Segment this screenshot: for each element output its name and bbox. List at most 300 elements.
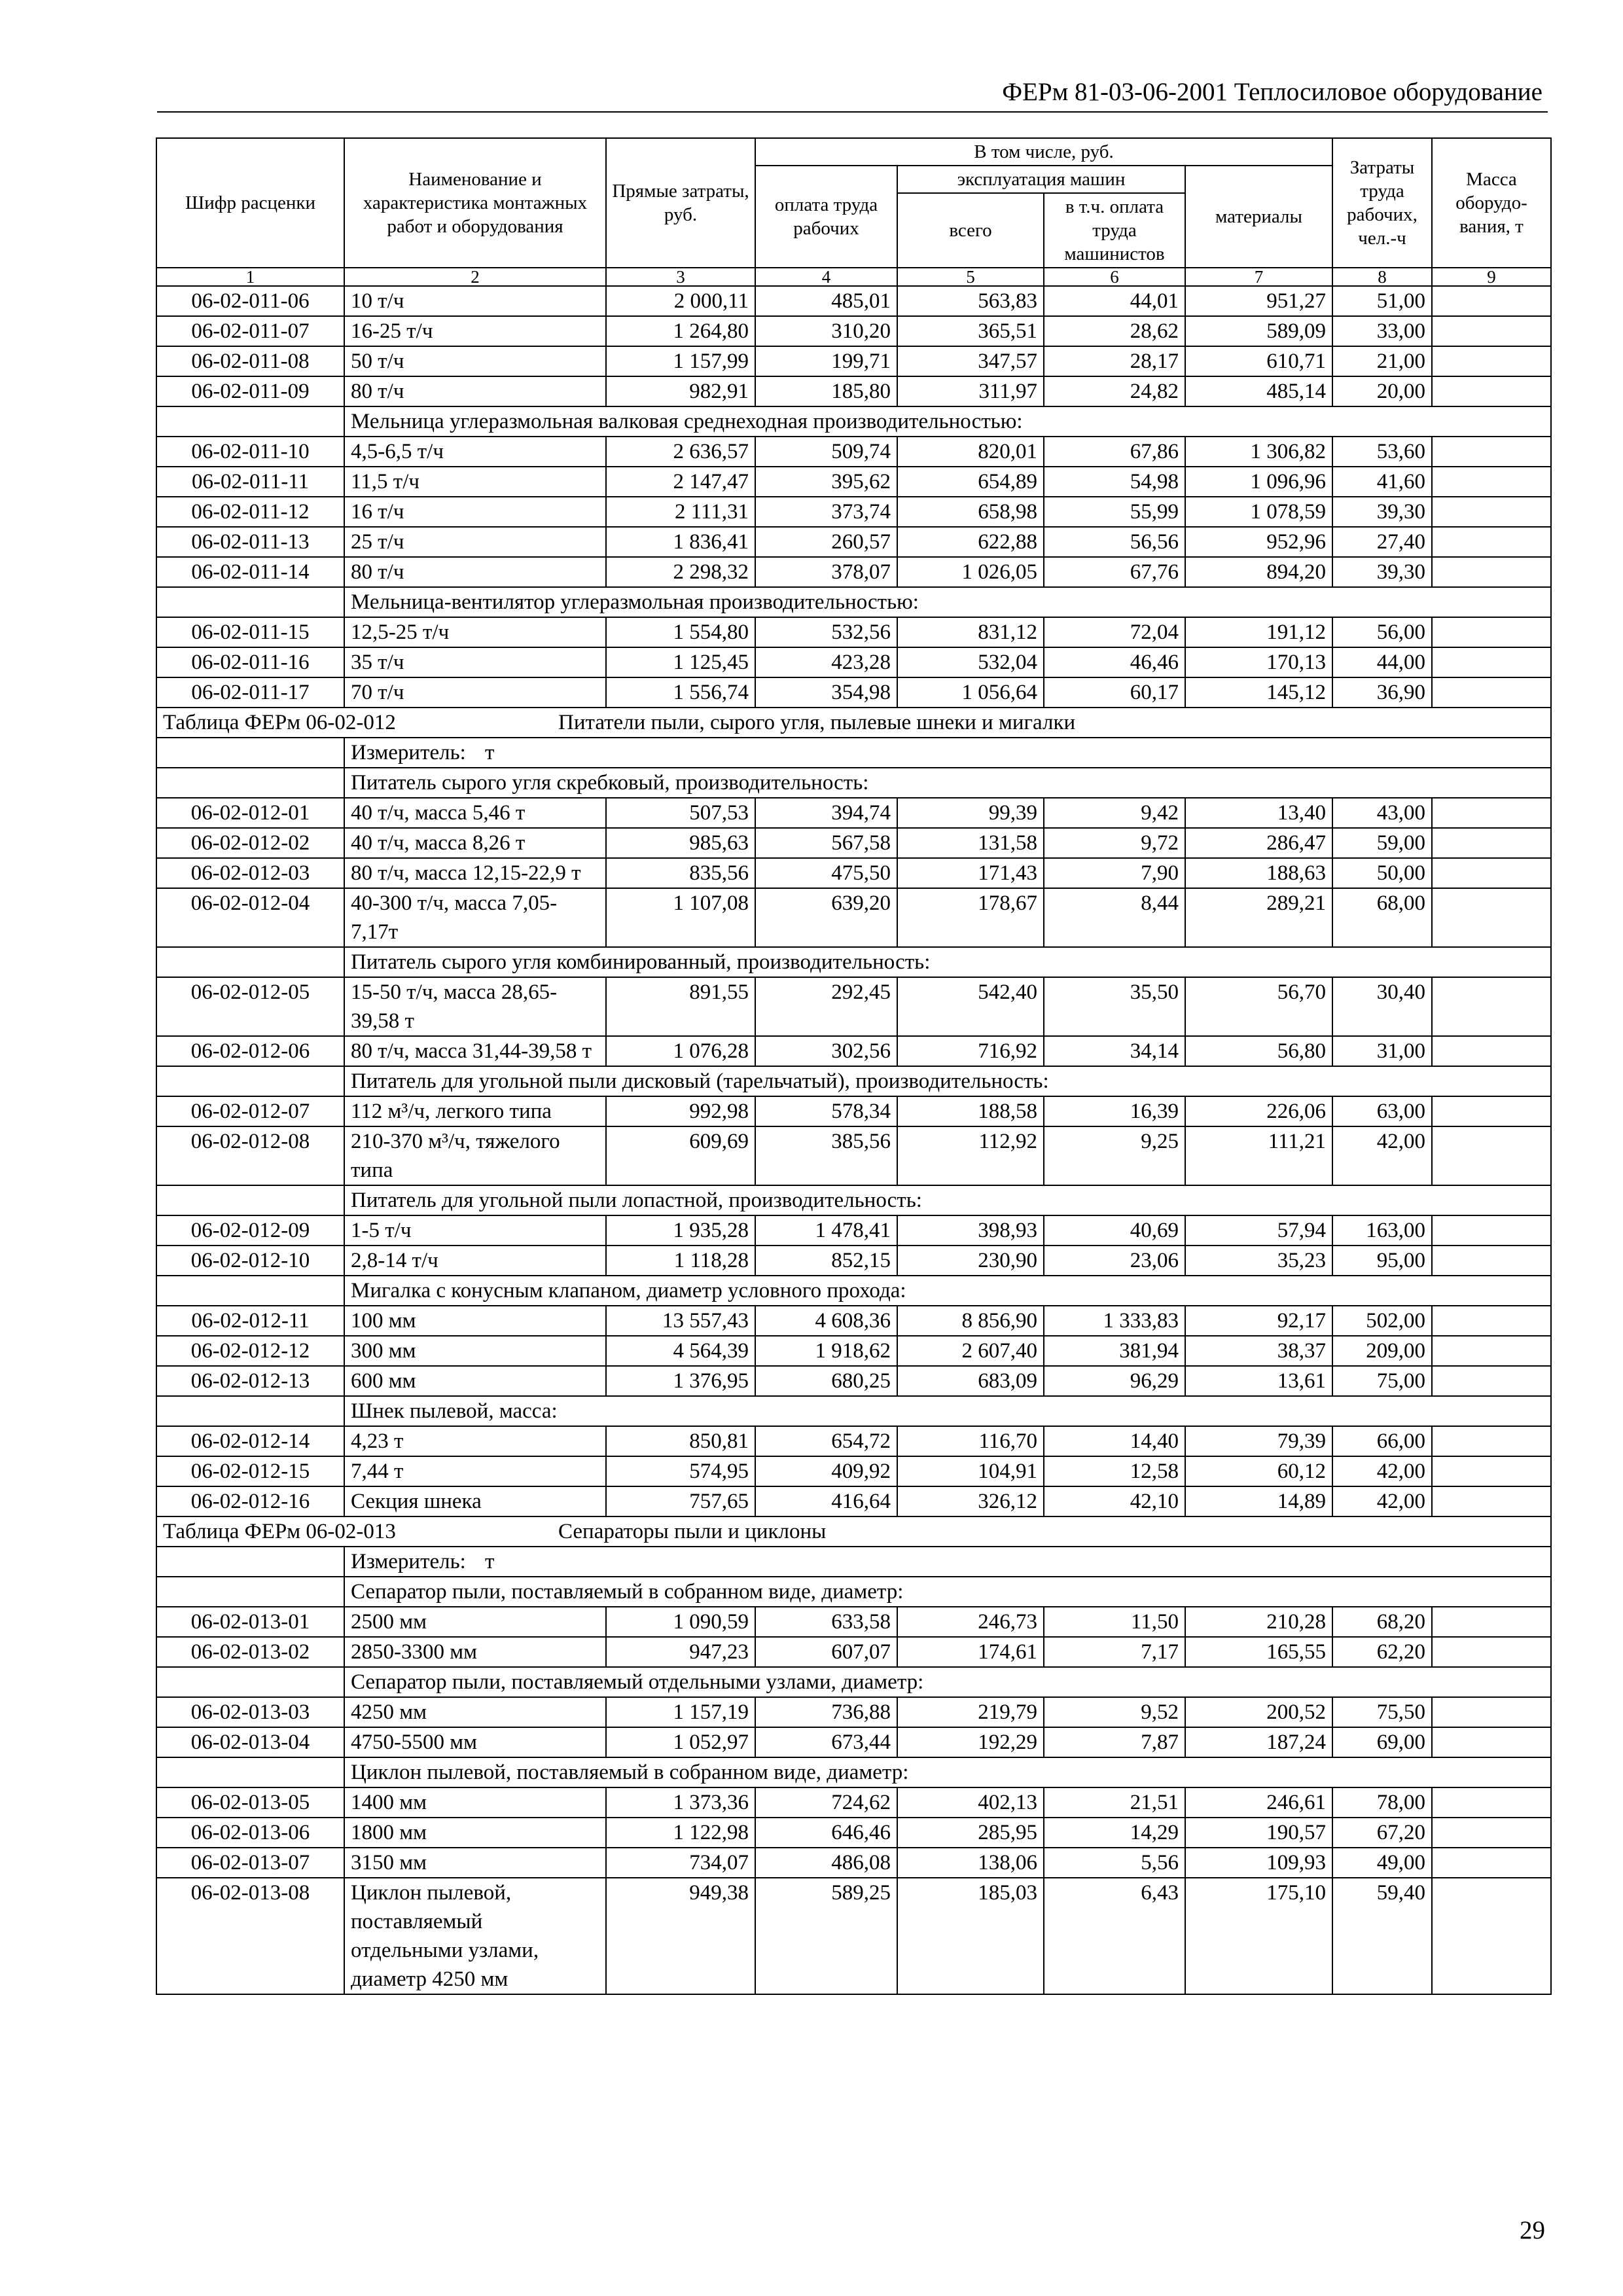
table-row: [156, 977, 1551, 1036]
workers-pay: 423,28: [755, 647, 897, 677]
direct-costs: 947,23: [606, 1637, 755, 1667]
group-heading: Сепаратор пыли, поставляемый в собранном виде, диаметр:: [344, 1577, 1551, 1607]
machinists-pay: 14,40: [1044, 1426, 1185, 1456]
labor-costs: 75,00: [1332, 1366, 1432, 1396]
col-header-direct-costs: Прямые затраты, руб.: [606, 138, 755, 268]
table-row: [156, 858, 1551, 888]
workers-pay: 310,20: [755, 316, 897, 346]
col-header-code: Шифр расценки: [156, 138, 344, 268]
labor-costs: 53,60: [1332, 437, 1432, 467]
labor-costs: 75,50: [1332, 1697, 1432, 1727]
rate-code: 06-02-012-05: [156, 977, 344, 1036]
workers-pay: 578,34: [755, 1096, 897, 1126]
machines-total: 831,12: [897, 617, 1044, 647]
equipment-mass: [1432, 1787, 1551, 1818]
workers-pay: 654,72: [755, 1426, 897, 1456]
rate-code: 06-02-011-16: [156, 647, 344, 677]
machines-total: 131,58: [897, 828, 1044, 858]
materials: 1 306,82: [1185, 437, 1332, 467]
machines-total: 8 856,90: [897, 1306, 1044, 1336]
direct-costs: 982,91: [606, 376, 755, 406]
equipment-mass: [1432, 1215, 1551, 1246]
rate-code: 06-02-011-13: [156, 527, 344, 557]
page-number: 29: [1520, 2216, 1545, 2244]
equipment-mass: [1432, 1306, 1551, 1336]
direct-costs: 1 118,28: [606, 1246, 755, 1276]
materials: 57,94: [1185, 1215, 1332, 1246]
work-name: 3150 мм: [344, 1848, 606, 1878]
rate-code: 06-02-013-01: [156, 1607, 344, 1637]
labor-costs: 59,00: [1332, 828, 1432, 858]
equipment-mass: [1432, 1336, 1551, 1366]
direct-costs: 1 556,74: [606, 677, 755, 708]
direct-costs: 1 935,28: [606, 1215, 755, 1246]
group-heading: Питатель для угольной пыли лопастной, производительность:: [344, 1185, 1551, 1215]
direct-costs: 1 076,28: [606, 1036, 755, 1066]
work-name: 300 мм: [344, 1336, 606, 1366]
equipment-mass: [1432, 437, 1551, 467]
table-row: [156, 1818, 1551, 1848]
group-spacer: [156, 1185, 344, 1215]
group-heading: Мельница углеразмольная валковая среднеходная производительностью:: [344, 406, 1551, 437]
work-name: 4,23 т: [344, 1426, 606, 1456]
table-row: [156, 1036, 1551, 1066]
work-name: 600 мм: [344, 1366, 606, 1396]
labor-costs: 44,00: [1332, 647, 1432, 677]
rate-code: 06-02-013-08: [156, 1878, 344, 1994]
workers-pay: 567,58: [755, 828, 897, 858]
table-row: [156, 798, 1551, 828]
group-spacer: [156, 1396, 344, 1426]
machinists-pay: 96,29: [1044, 1366, 1185, 1396]
work-name: 100 мм: [344, 1306, 606, 1336]
table-row: [156, 467, 1551, 497]
rate-code: 06-02-011-15: [156, 617, 344, 647]
table-row: [156, 1126, 1551, 1185]
col-header-materials: материалы: [1185, 166, 1332, 268]
workers-pay: 260,57: [755, 527, 897, 557]
work-name: 16 т/ч: [344, 497, 606, 527]
table-row: [156, 1215, 1551, 1246]
machinists-pay: 67,76: [1044, 557, 1185, 587]
equipment-mass: [1432, 1486, 1551, 1516]
equipment-mass: [1432, 286, 1551, 316]
direct-costs: 1 122,98: [606, 1818, 755, 1848]
group-row: [156, 1396, 1551, 1426]
group-spacer: [156, 947, 344, 977]
measure-unit: [344, 1547, 1551, 1577]
workers-pay: 475,50: [755, 858, 897, 888]
group-heading: Циклон пылевой, поставляемый в собранном виде, диаметр:: [344, 1757, 1551, 1787]
workers-pay: 509,74: [755, 437, 897, 467]
materials: 191,12: [1185, 617, 1332, 647]
materials: 14,89: [1185, 1486, 1332, 1516]
machines-total: 658,98: [897, 497, 1044, 527]
materials: 13,61: [1185, 1366, 1332, 1396]
work-name: 12,5-25 т/ч: [344, 617, 606, 647]
table-row: [156, 828, 1551, 858]
work-name: 11,5 т/ч: [344, 467, 606, 497]
rate-code: 06-02-011-06: [156, 286, 344, 316]
workers-pay: 852,15: [755, 1246, 897, 1276]
table-row: [156, 677, 1551, 708]
machines-total: 116,70: [897, 1426, 1044, 1456]
labor-costs: 67,20: [1332, 1818, 1432, 1848]
machines-total: 683,09: [897, 1366, 1044, 1396]
machines-total: 230,90: [897, 1246, 1044, 1276]
document-title: ФЕРм 81-03-06-2001 Теплосиловое оборудование: [1002, 78, 1543, 106]
labor-costs: 42,00: [1332, 1456, 1432, 1486]
table-row: [156, 1787, 1551, 1818]
rate-code: 06-02-012-02: [156, 828, 344, 858]
price-table-container: [156, 137, 1550, 1995]
labor-costs: 21,00: [1332, 346, 1432, 376]
table-row: [156, 527, 1551, 557]
equipment-mass: [1432, 888, 1551, 947]
work-name: 2500 мм: [344, 1607, 606, 1637]
equipment-mass: [1432, 1096, 1551, 1126]
rate-code: 06-02-013-05: [156, 1787, 344, 1818]
equipment-mass: [1432, 1246, 1551, 1276]
table-row: [156, 1456, 1551, 1486]
equipment-mass: [1432, 376, 1551, 406]
workers-pay: 724,62: [755, 1787, 897, 1818]
column-number: 1: [156, 268, 344, 286]
work-name: 1400 мм: [344, 1787, 606, 1818]
materials: 200,52: [1185, 1697, 1332, 1727]
direct-costs: 1 052,97: [606, 1727, 755, 1757]
machines-total: 402,13: [897, 1787, 1044, 1818]
workers-pay: 409,92: [755, 1456, 897, 1486]
machines-total: 1 056,64: [897, 677, 1044, 708]
labor-costs: 68,00: [1332, 888, 1432, 947]
group-row: [156, 768, 1551, 798]
equipment-mass: [1432, 557, 1551, 587]
materials: 190,57: [1185, 1818, 1332, 1848]
work-name: 25 т/ч: [344, 527, 606, 557]
table-row: [156, 316, 1551, 346]
workers-pay: 378,07: [755, 557, 897, 587]
machinists-pay: 44,01: [1044, 286, 1185, 316]
equipment-mass: [1432, 1818, 1551, 1848]
rate-code: 06-02-011-08: [156, 346, 344, 376]
machines-total: 532,04: [897, 647, 1044, 677]
column-number: 4: [755, 268, 897, 286]
work-name: 80 т/ч, масса 31,44-39,58 т: [344, 1036, 606, 1066]
materials: 109,93: [1185, 1848, 1332, 1878]
workers-pay: 302,56: [755, 1036, 897, 1066]
group-row: [156, 1276, 1551, 1306]
machinists-pay: 9,72: [1044, 828, 1185, 858]
group-spacer: [156, 1667, 344, 1697]
group-row: [156, 1757, 1551, 1787]
machinists-pay: 14,29: [1044, 1818, 1185, 1848]
labor-costs: 36,90: [1332, 677, 1432, 708]
equipment-mass: [1432, 647, 1551, 677]
materials: 145,12: [1185, 677, 1332, 708]
labor-costs: 41,60: [1332, 467, 1432, 497]
machines-total: 311,97: [897, 376, 1044, 406]
direct-costs: 1 157,19: [606, 1697, 755, 1727]
labor-costs: 209,00: [1332, 1336, 1432, 1366]
table-heading: Сепараторы пыли и циклоны: [558, 1520, 827, 1543]
machines-total: 104,91: [897, 1456, 1044, 1486]
labor-costs: 69,00: [1332, 1727, 1432, 1757]
table-number: Таблица ФЕРм 06-02-012: [163, 711, 396, 734]
table-row: [156, 1607, 1551, 1637]
rate-code: 06-02-012-10: [156, 1246, 344, 1276]
group-spacer: [156, 587, 344, 617]
machinists-pay: 54,98: [1044, 467, 1185, 497]
rate-code: 06-02-012-08: [156, 1126, 344, 1185]
rate-code: 06-02-012-16: [156, 1486, 344, 1516]
labor-costs: 31,00: [1332, 1036, 1432, 1066]
labor-costs: 95,00: [1332, 1246, 1432, 1276]
workers-pay: 486,08: [755, 1848, 897, 1878]
machines-total: 178,67: [897, 888, 1044, 947]
work-name: Циклон пылевой, поставляемый отдельными узлами, диаметр 4250 мм: [344, 1878, 606, 1994]
work-name: Секция шнека: [344, 1486, 606, 1516]
machinists-pay: 34,14: [1044, 1036, 1185, 1066]
workers-pay: 736,88: [755, 1697, 897, 1727]
col-header-labor: Затраты труда рабочих, чел.-ч: [1332, 138, 1432, 268]
equipment-mass: [1432, 677, 1551, 708]
rate-code: 06-02-012-13: [156, 1366, 344, 1396]
work-name: 2850-3300 мм: [344, 1637, 606, 1667]
rate-code: 06-02-012-11: [156, 1306, 344, 1336]
measure-spacer: [156, 1547, 344, 1577]
labor-costs: 68,20: [1332, 1607, 1432, 1637]
equipment-mass: [1432, 1456, 1551, 1486]
group-row: [156, 406, 1551, 437]
machinists-pay: 6,43: [1044, 1878, 1185, 1994]
machinists-pay: 9,52: [1044, 1697, 1185, 1727]
direct-costs: 1 125,45: [606, 647, 755, 677]
materials: 286,47: [1185, 828, 1332, 858]
machines-total: 285,95: [897, 1818, 1044, 1848]
machinists-pay: 28,17: [1044, 346, 1185, 376]
direct-costs: 507,53: [606, 798, 755, 828]
col-header-machinists-pay: в т.ч. оплата труда машинистов: [1044, 193, 1185, 268]
materials: 38,37: [1185, 1336, 1332, 1366]
equipment-mass: [1432, 1036, 1551, 1066]
labor-costs: 42,00: [1332, 1126, 1432, 1185]
table-row: [156, 346, 1551, 376]
materials: 1 078,59: [1185, 497, 1332, 527]
materials: 589,09: [1185, 316, 1332, 346]
labor-costs: 49,00: [1332, 1848, 1432, 1878]
rate-code: 06-02-012-04: [156, 888, 344, 947]
direct-costs: 1 157,99: [606, 346, 755, 376]
table-row: [156, 497, 1551, 527]
workers-pay: 1 478,41: [755, 1215, 897, 1246]
machinists-pay: 16,39: [1044, 1096, 1185, 1126]
group-heading: Мельница-вентилятор углеразмольная производительностью:: [344, 587, 1551, 617]
rate-code: 06-02-011-14: [156, 557, 344, 587]
machines-total: 219,79: [897, 1697, 1044, 1727]
machinists-pay: 60,17: [1044, 677, 1185, 708]
materials: 188,63: [1185, 858, 1332, 888]
col-header-mass: Масса оборудо-вания, т: [1432, 138, 1551, 268]
direct-costs: 2 000,11: [606, 286, 755, 316]
rate-code: 06-02-012-14: [156, 1426, 344, 1456]
equipment-mass: [1432, 1607, 1551, 1637]
table-row: [156, 376, 1551, 406]
machines-total: 185,03: [897, 1878, 1044, 1994]
rate-code: 06-02-011-17: [156, 677, 344, 708]
rate-code: 06-02-012-09: [156, 1215, 344, 1246]
materials: 187,24: [1185, 1727, 1332, 1757]
direct-costs: 1 836,41: [606, 527, 755, 557]
col-header-incl: В том числе, руб.: [755, 138, 1332, 166]
column-number: 3: [606, 268, 755, 286]
work-name: 40 т/ч, масса 8,26 т: [344, 828, 606, 858]
rate-code: 06-02-011-10: [156, 437, 344, 467]
materials: 951,27: [1185, 286, 1332, 316]
measure-label: Измеритель:: [351, 741, 466, 764]
machines-total: 174,61: [897, 1637, 1044, 1667]
rate-code: 06-02-013-02: [156, 1637, 344, 1667]
column-number: 9: [1432, 268, 1551, 286]
rate-code: 06-02-012-12: [156, 1336, 344, 1366]
machinists-pay: 9,42: [1044, 798, 1185, 828]
machines-total: 112,92: [897, 1126, 1044, 1185]
work-name: 80 т/ч: [344, 376, 606, 406]
direct-costs: 949,38: [606, 1878, 755, 1994]
table-row: [156, 1336, 1551, 1366]
equipment-mass: [1432, 467, 1551, 497]
workers-pay: 633,58: [755, 1607, 897, 1637]
col-header-workers-pay: оплата труда рабочих: [755, 166, 897, 268]
machines-total: 820,01: [897, 437, 1044, 467]
table-row: [156, 1878, 1551, 1994]
machinists-pay: 7,17: [1044, 1637, 1185, 1667]
machines-total: 365,51: [897, 316, 1044, 346]
workers-pay: 1 918,62: [755, 1336, 897, 1366]
workers-pay: 292,45: [755, 977, 897, 1036]
machinists-pay: 7,87: [1044, 1727, 1185, 1757]
workers-pay: 373,74: [755, 497, 897, 527]
materials: 111,21: [1185, 1126, 1332, 1185]
machinists-pay: 12,58: [1044, 1456, 1185, 1486]
group-row: [156, 1667, 1551, 1697]
rate-code: 06-02-011-07: [156, 316, 344, 346]
materials: 226,06: [1185, 1096, 1332, 1126]
equipment-mass: [1432, 1126, 1551, 1185]
page-header: [157, 73, 1548, 113]
measure-row: [156, 1547, 1551, 1577]
labor-costs: 39,30: [1332, 497, 1432, 527]
measure-value: т: [485, 741, 495, 764]
direct-costs: 734,07: [606, 1848, 755, 1878]
table-row: [156, 437, 1551, 467]
table-row: [156, 647, 1551, 677]
direct-costs: 891,55: [606, 977, 755, 1036]
labor-costs: 27,40: [1332, 527, 1432, 557]
labor-costs: 33,00: [1332, 316, 1432, 346]
column-number: 7: [1185, 268, 1332, 286]
machines-total: 716,92: [897, 1036, 1044, 1066]
labor-costs: 78,00: [1332, 1787, 1432, 1818]
direct-costs: 1 554,80: [606, 617, 755, 647]
table-title: [156, 708, 1551, 738]
table-row: [156, 557, 1551, 587]
table-row: [156, 1727, 1551, 1757]
direct-costs: 850,81: [606, 1426, 755, 1456]
col-header-machines: эксплуатация машин: [897, 166, 1185, 193]
machinists-pay: 1 333,83: [1044, 1306, 1185, 1336]
table-body: [156, 286, 1551, 1994]
equipment-mass: [1432, 977, 1551, 1036]
machines-total: 563,83: [897, 286, 1044, 316]
direct-costs: 2 147,47: [606, 467, 755, 497]
machinists-pay: 55,99: [1044, 497, 1185, 527]
machines-total: 2 607,40: [897, 1336, 1044, 1366]
work-name: 40 т/ч, масса 5,46 т: [344, 798, 606, 828]
materials: 952,96: [1185, 527, 1332, 557]
table-title-row: [156, 1516, 1551, 1547]
rate-code: 06-02-011-09: [156, 376, 344, 406]
group-spacer: [156, 1757, 344, 1787]
group-row: [156, 1577, 1551, 1607]
direct-costs: 2 111,31: [606, 497, 755, 527]
work-name: 2,8-14 т/ч: [344, 1246, 606, 1276]
table-row: [156, 1246, 1551, 1276]
direct-costs: 1 264,80: [606, 316, 755, 346]
work-name: 80 т/ч, масса 12,15-22,9 т: [344, 858, 606, 888]
work-name: 16-25 т/ч: [344, 316, 606, 346]
group-spacer: [156, 1066, 344, 1096]
materials: 13,40: [1185, 798, 1332, 828]
machinists-pay: 7,90: [1044, 858, 1185, 888]
machinists-pay: 11,50: [1044, 1607, 1185, 1637]
machinists-pay: 56,56: [1044, 527, 1185, 557]
materials: 60,12: [1185, 1456, 1332, 1486]
machinists-pay: 24,82: [1044, 376, 1185, 406]
workers-pay: 607,07: [755, 1637, 897, 1667]
group-spacer: [156, 1577, 344, 1607]
rate-code: 06-02-012-01: [156, 798, 344, 828]
group-heading: Мигалка с конусным клапаном, диаметр условного прохода:: [344, 1276, 1551, 1306]
workers-pay: 532,56: [755, 617, 897, 647]
equipment-mass: [1432, 527, 1551, 557]
direct-costs: 1 107,08: [606, 888, 755, 947]
group-row: [156, 587, 1551, 617]
labor-costs: 43,00: [1332, 798, 1432, 828]
price-table: [156, 137, 1552, 1995]
direct-costs: 985,63: [606, 828, 755, 858]
materials: 56,70: [1185, 977, 1332, 1036]
machinists-pay: 23,06: [1044, 1246, 1185, 1276]
equipment-mass: [1432, 497, 1551, 527]
machines-total: 654,89: [897, 467, 1044, 497]
materials: 170,13: [1185, 647, 1332, 677]
column-number: 5: [897, 268, 1044, 286]
measure-value: т: [485, 1550, 495, 1573]
materials: 175,10: [1185, 1878, 1332, 1994]
equipment-mass: [1432, 617, 1551, 647]
group-spacer: [156, 1276, 344, 1306]
machinists-pay: 381,94: [1044, 1336, 1185, 1366]
machines-total: 192,29: [897, 1727, 1044, 1757]
table-row: [156, 1637, 1551, 1667]
measure-spacer: [156, 738, 344, 768]
col-header-name: Наименование и характеристика монтажных работ и оборудования: [344, 138, 606, 268]
direct-costs: 992,98: [606, 1096, 755, 1126]
table-row: [156, 1848, 1551, 1878]
direct-costs: 1 090,59: [606, 1607, 755, 1637]
rate-code: 06-02-012-03: [156, 858, 344, 888]
